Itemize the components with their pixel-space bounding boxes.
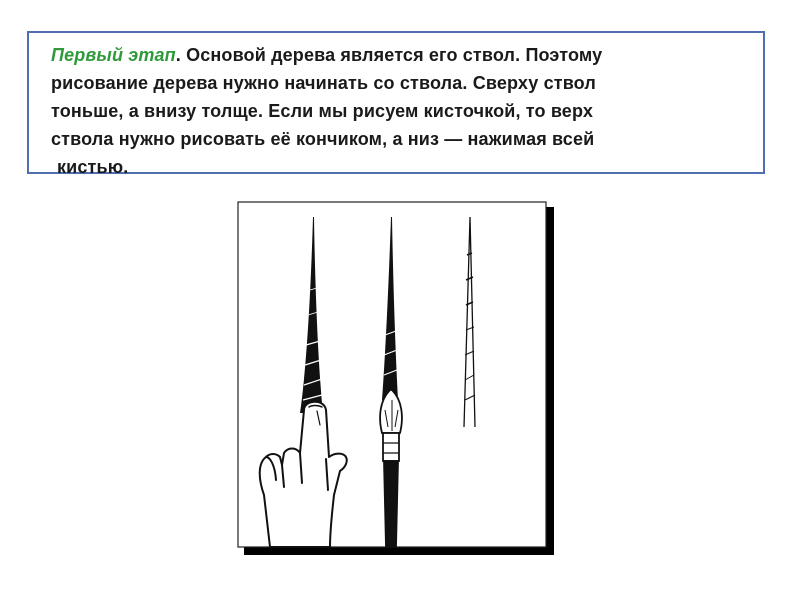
text-line-3: тоньше, а внизу толще. Если мы рисуем кисточкой, то верх [51,101,594,121]
text-line-4: ствола нужно рисовать её кончиком, а низ — нажимая всей [51,129,595,149]
text-line-2: рисование дерева нужно начинать со ствола. Сверху ствол [51,73,596,93]
illustration [230,195,560,557]
stage-title: Первый этап [51,45,176,65]
text-line-1: Первый этап. Основой дерева является его ствол. Поэтому [51,45,603,65]
text-box [27,31,765,177]
description-text [51,41,743,181]
text-line-5: кистью. [57,157,129,177]
